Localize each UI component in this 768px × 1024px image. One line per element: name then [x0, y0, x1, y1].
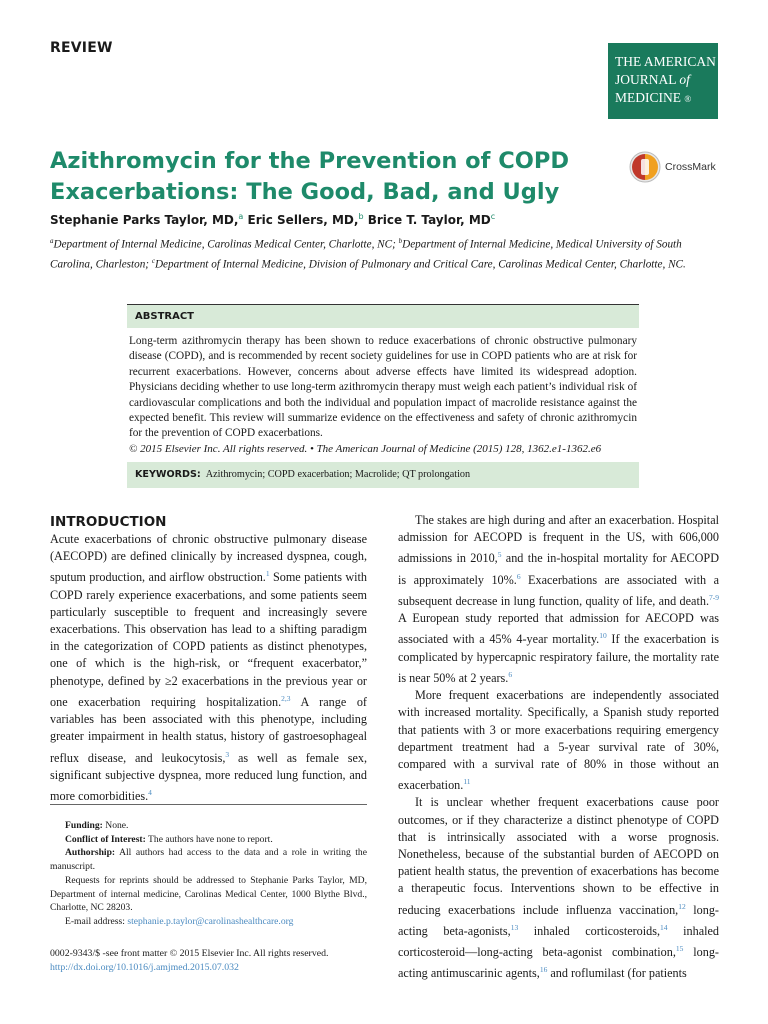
footnote-text: All authors had access to the data and a role in writing the manuscript.: [50, 847, 367, 873]
crossmark-icon: [628, 150, 662, 184]
affil-sup: c: [151, 256, 155, 265]
reference-link[interactable]: 7-9: [709, 592, 719, 602]
affil-text: Department of Internal Medicine, Carolinas Medical Center, Charlotte, NC;: [53, 238, 399, 251]
author-name: Eric Sellers, MD,: [247, 213, 359, 227]
abstract-citation: © 2015 Elsevier Inc. All rights reserved. • The American Journal of Medicine (2015) 128, 1362.e1-1362.e6: [129, 442, 602, 455]
affiliations: [50, 233, 720, 272]
reference-link[interactable]: 3: [225, 749, 230, 759]
reference-link[interactable]: 13: [510, 922, 519, 932]
affil-text: Department of Internal Medicine, Medical University of South Carolina, Charleston;: [50, 238, 682, 271]
footnote-authorship: [50, 846, 367, 873]
body-text: long-acting beta-agonists,: [398, 902, 719, 938]
footnote-conflict: [50, 833, 367, 847]
abstract-heading: ABSTRACT: [127, 304, 639, 328]
journal-logo-of: of: [679, 72, 690, 87]
body-text: The stakes are high during and after an exacerbation. Hospital admission for AECOPD is frequent in the US, with 606,000 admissions in 2010,: [398, 513, 719, 566]
email-link[interactable]: stephanie.p.taylor@carolinashealthcare.org: [127, 915, 294, 927]
affil-sup: a: [50, 237, 54, 245]
body-paragraph: [398, 794, 719, 982]
body-text: More frequent exacerbations are independently associated with increased mortality. Specifically, a Spanish study reported that patients with 3 or more exacerbations requiring emergency department treatment had a 5-year survival rate of 30%, compared with a survival rate of 80% in those without an exacerbation.: [398, 688, 719, 793]
footnote-text: None.: [102, 820, 129, 831]
body-text: If the exacerbation is complicated by hypercapnic respiratory failure, the mortality rate is near 50% at 2 years.: [398, 632, 720, 685]
reference-link[interactable]: 11: [463, 777, 471, 787]
abstract-text: Long-term azithromycin therapy has been shown to reduce exacerbations of chronic obstructive pulmonary disease (COPD), and is recommended by recent society guidelines for use in COPD patients who are at risk for recurrent exacerbations. However, concerns about adverse effects have limited its widespread adoption. Physicians deciding whether to use long-term azithromycin therapy must weigh each patient’s individual risk of cardiovascular complications and both the individual and population impact of macrolide resistance against the expected benefit. This review will summarize evidence on the effectiveness and safety of chronic azithromycin for the prevention of COPD exacerbations.: [129, 335, 637, 440]
footnote-label: Authorship:: [65, 847, 116, 859]
reference-link[interactable]: 10: [599, 631, 607, 641]
affil-text: Department of Internal Medicine, Division of Pulmonary and Critical Care, Carolinas Medical Center, Charlotte, NC.: [154, 258, 686, 271]
footnote-label: Funding:: [65, 820, 103, 831]
body-text: and roflumilast (for patients: [547, 966, 687, 981]
article-title: Azithromycin for the Prevention of COPD Exacerbations: The Good, Bad, and Ugly: [50, 148, 570, 205]
footnote-funding: [50, 819, 367, 833]
footnote-divider: [50, 804, 367, 805]
reference-link[interactable]: 1: [265, 569, 270, 579]
body-paragraph: [50, 531, 367, 805]
body-text: long-acting antimuscarinic agents,: [398, 945, 719, 981]
author-list: [50, 212, 495, 227]
reference-link[interactable]: 4: [148, 788, 152, 798]
journal-logo: [608, 43, 718, 119]
author-name: Brice T. Taylor, MD: [367, 213, 491, 227]
body-text: Acute exacerbations of chronic obstructive pulmonary disease (AECOPD) are defined clinically by increased dyspnea, cough, sputum production, and airflow obstruction.: [50, 532, 367, 585]
issn-line: 0002-9343/$ -see front matter © 2015 Elsevier Inc. All rights reserved.: [50, 948, 329, 959]
body-paragraph: [398, 687, 719, 794]
body-text: A range of variables has been associated with this phenotype, including greater impairment in health status, history of gastroesophageal reflux disease, and leukocytosis,: [50, 694, 367, 765]
reference-link[interactable]: 14: [660, 922, 668, 932]
footnote-reprints: Requests for reprints should be addressed to Stephanie Parks Taylor, MD, Department of internal medicine, Carolinas Medical Center, 1000 Blythe Blvd., Charlotte, NC 28203.: [50, 874, 367, 914]
reference-link[interactable]: 2,3: [281, 693, 291, 703]
footnote-text: The authors have none to report.: [145, 833, 273, 845]
body-paragraph: [398, 512, 719, 687]
reference-link[interactable]: 5: [497, 550, 502, 560]
section-label: REVIEW: [50, 40, 113, 56]
body-text: Exacerbations are associated with a subsequent decrease in lung function, quality of life, and death.: [398, 572, 719, 608]
crossmark-label: CrossMark: [665, 161, 716, 173]
journal-logo-line3-text: MEDICINE: [615, 90, 681, 105]
doi-link[interactable]: http://dx.doi.org/10.1016/j.amjmed.2015.07.032: [50, 962, 239, 973]
author-affil-sup: a: [238, 212, 244, 221]
body-text: It is unclear whether frequent exacerbations cause poor outcomes, or if they characterize a distinct phenotype of COPD that is intrinsically associated with a worse prognosis. Nonetheless, because of the substantial burden of AECOPD on patient health status, the prevention of exacerbations has become a therapeutic focus. Interventions shown to be effective in reducing exacerbations include influenza vaccination,: [398, 795, 719, 917]
body-text: and the in-hospital mortality for AECOPD is approximately 10%.: [398, 551, 719, 587]
body-text: Some patients with COPD rarely experience exacerbations, and some patients seem particularly susceptible to frequent and increasingly severe exacerbations. This observation has lead to a shifting paradigm in the categorization of COPD patients as distinct phenotypes, one of which is the high-risk, or “frequent exacerbator,” phenotype, defined by ≥2 exacerbations in the previous year or one exacerbation requiring hospitalization.: [50, 570, 367, 709]
journal-logo-line2a: JOURNAL: [615, 72, 680, 87]
author-affil-sup: b: [358, 212, 364, 221]
footnote-label: E-mail address:: [65, 915, 128, 927]
front-matter: [50, 947, 328, 975]
body-text: as well as female sex, significant subjective dyspnea, more reduced lung function, and more comorbidities.: [50, 750, 367, 804]
column-left: [50, 531, 367, 805]
crossmark-button[interactable]: [628, 150, 728, 184]
journal-logo-line1: THE AMERICAN: [615, 54, 716, 69]
keywords-list: Azithromycin; COPD exacerbation; Macrolide; QT prolongation: [205, 468, 471, 480]
abstract-box: [127, 304, 639, 488]
reference-link[interactable]: 16: [539, 965, 548, 975]
footnote-email: [50, 915, 367, 929]
section-heading-introduction: INTRODUCTION: [50, 514, 167, 530]
reference-link[interactable]: 6: [508, 669, 513, 679]
affil-sup: b: [398, 237, 403, 245]
body-text: inhaled corticosteroid—long-acting beta-agonist combination,: [398, 923, 719, 960]
journal-logo-line3: [615, 89, 712, 108]
reference-link[interactable]: 12: [678, 901, 686, 911]
author-affil-sup: c: [490, 212, 496, 221]
body-text: A European study reported that admission for AECOPD was associated with a 45% 4-year mortality.: [398, 611, 719, 647]
keywords-label: KEYWORDS:: [135, 468, 201, 480]
keywords-bar: [127, 462, 639, 488]
registered-mark: ®: [684, 94, 692, 104]
body-text: inhaled corticosteroids,: [518, 923, 661, 938]
reference-link[interactable]: 6: [516, 571, 521, 581]
column-right: [398, 512, 719, 983]
journal-logo-line2: [615, 71, 712, 89]
author-name: Stephanie Parks Taylor, MD,: [50, 213, 239, 227]
reference-link[interactable]: 15: [675, 944, 684, 954]
footnotes: [50, 819, 367, 929]
footnote-label: Conflict of Interest:: [65, 833, 146, 845]
